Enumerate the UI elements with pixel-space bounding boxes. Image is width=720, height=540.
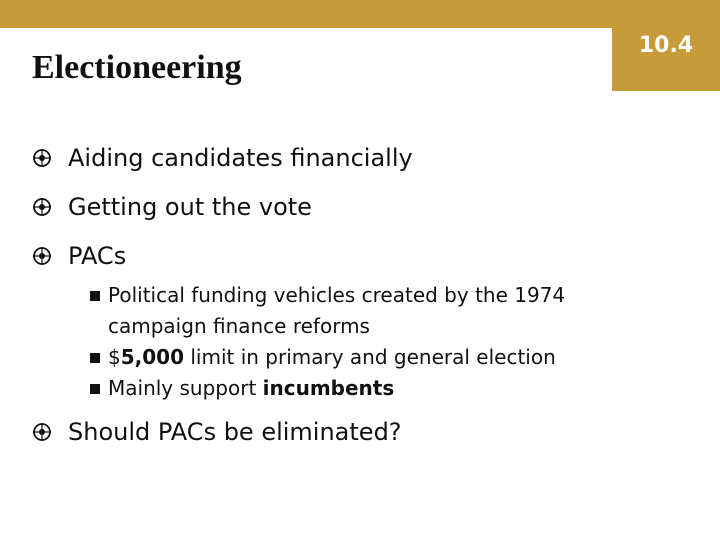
sub-bullet-prefix: $	[108, 345, 121, 369]
bullet-item	[32, 412, 692, 452]
bullet-item	[32, 187, 692, 227]
sub-bullet-bold: incumbents	[262, 376, 395, 400]
section-number-badge	[612, 0, 720, 91]
section-number: 10.4	[638, 33, 694, 58]
sub-bullet-bold: 5,000	[120, 345, 184, 369]
sub-bullet-suffix: limit in primary and general election	[184, 345, 556, 369]
slide-title: Electioneering	[32, 49, 242, 86]
bullet-text: Getting out the vote	[68, 193, 312, 221]
target-icon	[32, 197, 52, 217]
bullet-list	[32, 138, 692, 461]
sub-bullet-text-line-1: Political funding vehicles created by the 1974	[108, 283, 566, 307]
square-bullet-icon	[90, 291, 100, 301]
sub-bullet-list	[88, 280, 692, 404]
target-icon	[32, 422, 52, 442]
sub-bullet-item	[88, 373, 692, 404]
sub-bullet-text-line-2: campaign finance reforms	[108, 314, 370, 338]
bullet-text: Should PACs be eliminated?	[68, 418, 402, 446]
square-bullet-icon	[90, 353, 100, 363]
bullet-item	[32, 138, 692, 178]
square-bullet-icon	[90, 384, 100, 394]
sub-bullet-item	[88, 342, 692, 373]
sub-bullet-item	[88, 280, 692, 342]
bullet-item	[32, 236, 692, 404]
bullet-text: PACs	[68, 242, 127, 270]
sub-bullet-prefix: Mainly support	[108, 376, 263, 400]
target-icon	[32, 246, 52, 266]
target-icon	[32, 148, 52, 168]
bullet-text: Aiding candidates financially	[68, 144, 413, 172]
